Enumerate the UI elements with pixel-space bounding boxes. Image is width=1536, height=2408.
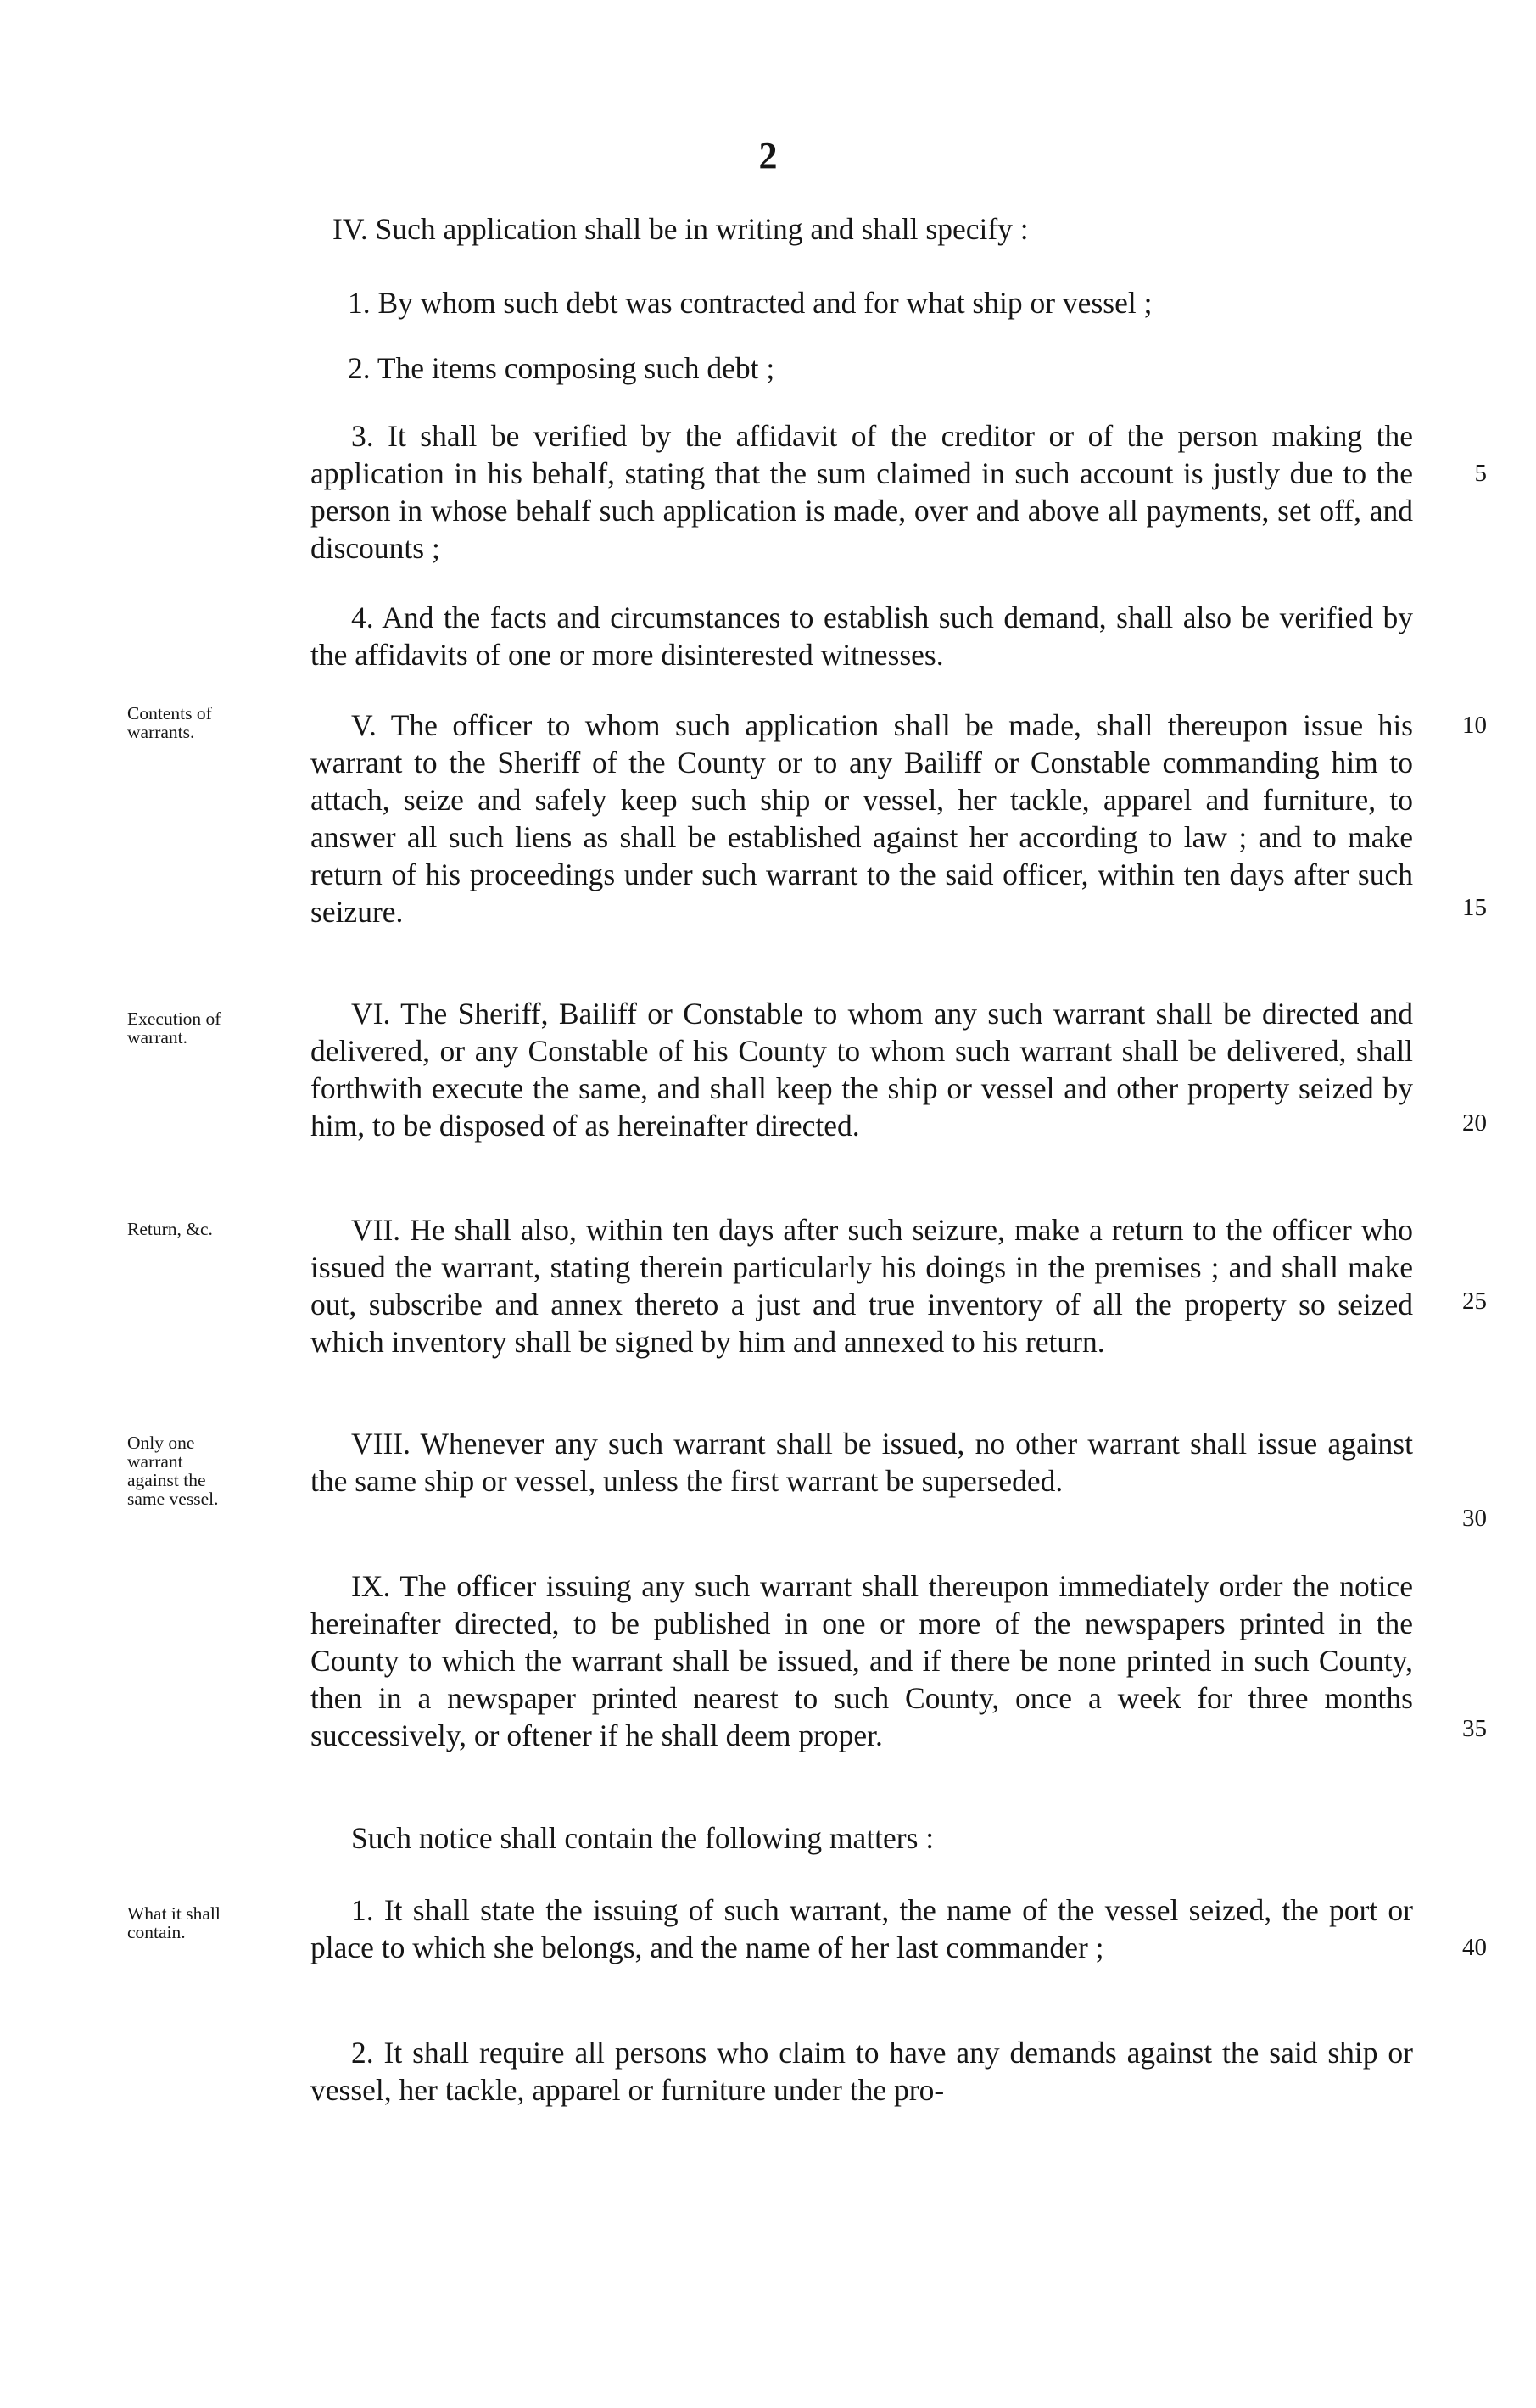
side-note-only-one-warrant bbox=[127, 1433, 288, 1508]
side-note-line: warrants. bbox=[127, 722, 195, 742]
side-note-return bbox=[127, 1220, 288, 1238]
line-number: 20 bbox=[1462, 1109, 1487, 1137]
notice-item-1: 1. It shall state the issuing of such warrant, the name of the vessel seized, the port or place to which she belongs, and the name of her last commander ; bbox=[310, 1893, 1413, 1964]
side-note-line: contain. bbox=[127, 1922, 186, 1942]
line-number: 35 bbox=[1462, 1715, 1487, 1742]
side-note-contents-of-warrants bbox=[127, 704, 288, 741]
side-note-line: Execution of bbox=[127, 1008, 221, 1029]
line-number: 10 bbox=[1462, 712, 1487, 739]
side-note-line: What it shall bbox=[127, 1903, 221, 1924]
notice-item-2: 2. It shall require all persons who claim to have any demands against the said ship or vessel, her tackle, apparel or furniture under the pro- bbox=[310, 2036, 1413, 2107]
paragraph-vi: VI. The Sheriff, Bailiff or Constable to whom any such warrant shall be directed and delivered, or any Constable of his County to whom such warrant shall be delivered, shall forthwith execute the same, and shall keep the ship or vessel and other property seized by him, to be disposed of as hereinafter directed. bbox=[310, 997, 1413, 1143]
side-note-line: same vessel. bbox=[127, 1489, 219, 1509]
notice-heading: Such notice shall contain the following matters : bbox=[351, 1821, 935, 1855]
side-note-what-it-shall-contain bbox=[127, 1904, 288, 1941]
side-note-line: Return, &c. bbox=[127, 1219, 213, 1239]
line-number: 25 bbox=[1462, 1288, 1487, 1315]
side-note-line: against the bbox=[127, 1470, 206, 1490]
side-note-line: Only one bbox=[127, 1433, 195, 1453]
item-4-witnesses: 4. And the facts and circumstances to establish such demand, shall also be verified by the affidavits of one or more disinterested witnesses. bbox=[310, 601, 1413, 672]
paragraph-v: V. The officer to whom such application shall be made, shall thereupon issue his warrant to the Sheriff of the County or to any Bailiff or Constable commanding him to attach, seize and safely keep such ship or vessel, her tackle, apparel and furniture, to answer all such liens as shall be established against her according to law ; and to make return of his proceedings under such warrant to the said officer, within ten days after such seizure. bbox=[310, 708, 1413, 929]
line-number: 30 bbox=[1462, 1505, 1487, 1532]
line-number: 40 bbox=[1462, 1934, 1487, 1961]
item-1-debt-contracted: 1. By whom such debt was contracted and for what ship or vessel ; bbox=[348, 286, 1153, 320]
side-note-line: warrant. bbox=[127, 1027, 188, 1048]
page-number: 2 bbox=[758, 135, 778, 176]
item-2-items-composing: 2. The items composing such debt ; bbox=[348, 351, 775, 385]
side-note-execution-of-warrant bbox=[127, 1009, 288, 1047]
line-number: 15 bbox=[1462, 894, 1487, 921]
side-note-line: Contents of bbox=[127, 703, 212, 724]
paragraph-viii: VIII. Whenever any such warrant shall be issued, no other warrant shall issue against the same ship or vessel, unless the first warrant be superseded. bbox=[310, 1427, 1413, 1498]
side-note-line: warrant bbox=[127, 1451, 183, 1472]
paragraph-vii: VII. He shall also, within ten days after such seizure, make a return to the officer who issued the warrant, stating therein particularly his doings in the premises ; and shall make out, subscribe and annex thereto a just and true inventory of all the property so seized which inventory shall be signed by him and annexed to his return. bbox=[310, 1213, 1413, 1359]
paragraph-ix: IX. The officer issuing any such warrant shall thereupon immediately order the notice hereinafter directed, to be published in one or more of the newspapers printed in the County to which the warrant shall be issued, and if there be none printed in such County, then in a newspaper printed nearest to such County, once a week for three months successively, or oftener if he shall deem proper. bbox=[310, 1569, 1413, 1752]
line-number: 5 bbox=[1474, 460, 1487, 487]
item-3-affidavit: 3. It shall be verified by the affidavit of the creditor or of the person making the application in his behalf, stating that the sum claimed in such account is justly due to the person in whose behalf such application is made, over and above all payments, set off, and discounts ; bbox=[310, 419, 1413, 565]
paragraph-iv: IV. Such application shall be in writing and shall specify : bbox=[332, 212, 1029, 246]
